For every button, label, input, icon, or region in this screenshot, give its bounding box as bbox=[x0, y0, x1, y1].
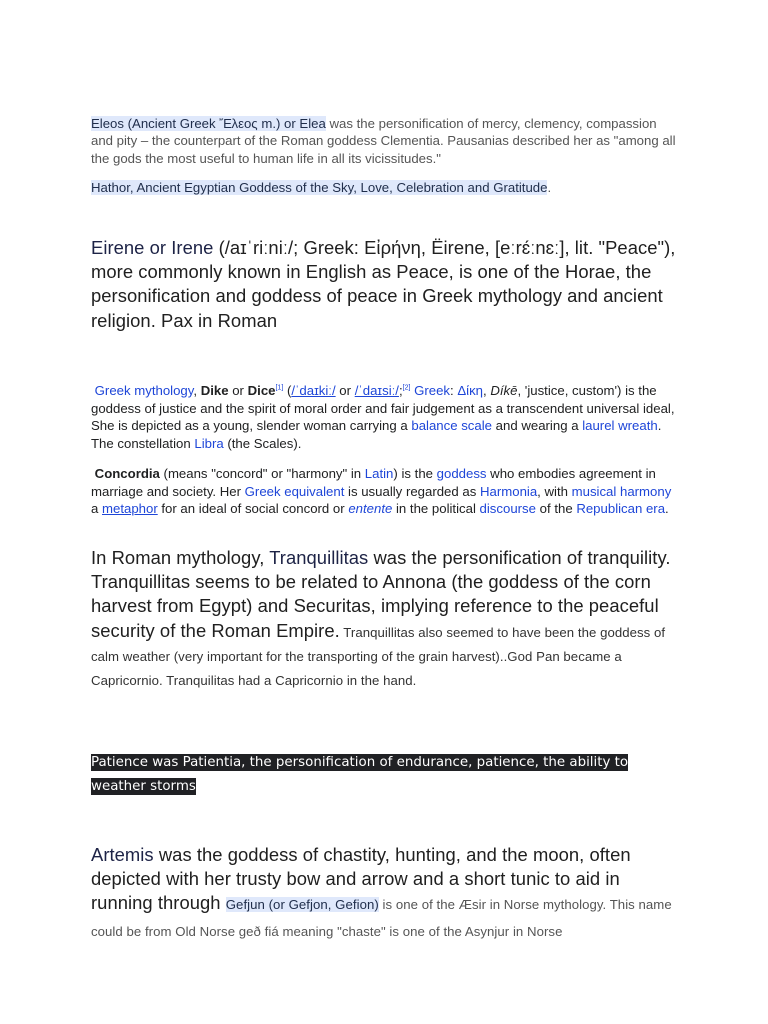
citation-1[interactable]: [1] bbox=[275, 384, 284, 392]
eirene-name: Eirene or Irene bbox=[91, 237, 214, 258]
dike-text-4: (the Scales). bbox=[223, 435, 302, 451]
dike-text-1: , 'justice, custom') is the goddess of justice and the spirit of moral order and fair judgement as a transcendent universal ideal, She is depicted as a young, slender woman carrying a bbox=[91, 383, 675, 434]
hathor-end: . bbox=[547, 180, 552, 195]
eirene-paragraph bbox=[91, 236, 679, 333]
concordia-text-2: ) is the bbox=[393, 466, 437, 481]
dike-comma-2: , bbox=[483, 383, 491, 398]
dike-text-2: and wearing a bbox=[492, 418, 583, 434]
link-discourse[interactable]: discourse bbox=[479, 501, 536, 517]
dike-or: or bbox=[228, 383, 248, 398]
concordia-text-5: , with bbox=[537, 483, 572, 499]
link-goddess[interactable]: goddess bbox=[436, 466, 487, 481]
tranquillitas-text-2: was the personification of tranquility. Tranquillitas seems to be related to Annona (the goddess of the corn harvest from Egypt) and Securitas, implying reference to the peaceful security of the Roman Empire. bbox=[91, 547, 671, 641]
patience-paragraph bbox=[91, 750, 681, 798]
link-metaphor[interactable]: metaphor bbox=[102, 501, 158, 517]
dike-or-2: or bbox=[335, 383, 355, 398]
link-latin[interactable]: Latin bbox=[364, 466, 394, 481]
dike-paren: ( bbox=[283, 383, 292, 398]
dike-colon: : bbox=[450, 383, 458, 398]
concordia-text-8: in the political bbox=[392, 501, 480, 517]
concordia-text-1: (means "concord" or "harmony" in bbox=[159, 466, 365, 481]
hathor-paragraph bbox=[91, 179, 679, 196]
eleos-highlight: Eleos (Ancient Greek Ἔλεος m.) or Elea bbox=[91, 116, 326, 131]
dike-paragraph bbox=[91, 382, 679, 452]
ipa-link-2[interactable]: /ˈdaɪsiː/ bbox=[354, 383, 399, 398]
patience-dark-highlight: Patience was Patientia, the personification of endurance, patience, the ability to weather storms bbox=[91, 755, 629, 794]
concordia-text-4: is usually regarded as bbox=[344, 483, 480, 499]
link-entente[interactable]: entente bbox=[348, 501, 393, 517]
link-greek-equivalent[interactable]: Greek equivalent bbox=[244, 483, 345, 499]
artemis-text-1: was the goddess of chastity, hunting, and the moon, often depicted with her trusty bow and arrow and a short tunic to aid in running through bbox=[91, 844, 631, 914]
dike-comma: , bbox=[193, 383, 201, 398]
tranquillitas-paragraph bbox=[91, 546, 679, 691]
link-republican-era[interactable]: Republican era bbox=[576, 501, 666, 517]
link-balance-scale[interactable]: balance scale bbox=[411, 418, 493, 434]
hathor-highlight: Hathor, Ancient Egyptian Goddess of the Sky, Love, Celebration and Gratitude bbox=[91, 180, 548, 195]
link-greek-mythology[interactable]: Greek mythology bbox=[94, 383, 194, 398]
dice-bold: Dice bbox=[247, 383, 276, 398]
eleos-paragraph bbox=[91, 115, 679, 167]
concordia-bold: Concordia bbox=[94, 466, 160, 481]
link-laurel-wreath[interactable]: laurel wreath bbox=[582, 418, 658, 434]
link-greek[interactable]: Greek bbox=[410, 383, 451, 398]
dike-transliteration: Díkē bbox=[490, 383, 518, 398]
gefjun-highlight: Gefjun (or Gefjon, Gefion) bbox=[225, 897, 379, 913]
concordia-text-3: who embodies agreement in marriage and society. Her bbox=[91, 466, 656, 499]
tranquillitas-small-text: Tranquillitas also seemed to have been the goddess of calm weather (very important for the transporting of the grain harvest)..God Pan became a Capricornio. Tranquilitas had a Capricornio in the hand. bbox=[91, 624, 666, 689]
artemis-name: Artemis bbox=[91, 844, 154, 865]
dike-semicolon: ; bbox=[398, 383, 403, 398]
link-greek-word[interactable]: Δίκη bbox=[457, 383, 484, 398]
concordia-text-9: of the bbox=[536, 501, 577, 517]
concordia-text-10: . bbox=[665, 501, 669, 517]
link-harmonia[interactable]: Harmonia bbox=[480, 483, 538, 499]
artemis-text-2: is one of the Æsir in Norse mythology. This name could be from Old Norse geð fiá meaning "chaste" is one of the Asynjur in Norse bbox=[91, 897, 672, 939]
citation-2[interactable]: [2] bbox=[402, 384, 411, 392]
concordia-text-6: a bbox=[91, 501, 102, 517]
dike-text-3: . The constellation bbox=[91, 418, 662, 451]
eirene-text: (/aɪˈriːniː/; Greek: Εἰρήνη, Ëirene, [eːrɛ́ːnɛː], lit. "Peace"), more commonly known in English as Peace, is one of the Horae, the personification and goddess of peace in Greek mythology and ancient religion. Pax in Roman bbox=[91, 237, 676, 331]
link-musical-harmony[interactable]: musical harmony bbox=[571, 483, 672, 499]
link-libra[interactable]: Libra bbox=[194, 435, 224, 451]
eleos-text: was the personification of mercy, clemency, compassion and pity – the counterpart of the Roman goddess Clementia. Pausanias described her as "among all the gods the most useful to human life in all its vicissitudes." bbox=[91, 116, 676, 166]
concordia-text-7: for an ideal of social concord or bbox=[157, 501, 349, 517]
tranquillitas-text-1: In Roman mythology, bbox=[91, 547, 270, 568]
tranquillitas-name: Tranquillitas bbox=[269, 547, 369, 568]
artemis-paragraph bbox=[91, 843, 679, 942]
ipa-link-1[interactable]: /ˈdaɪkiː/ bbox=[291, 383, 336, 398]
concordia-paragraph bbox=[91, 465, 679, 518]
dike-bold: Dike bbox=[200, 383, 229, 398]
